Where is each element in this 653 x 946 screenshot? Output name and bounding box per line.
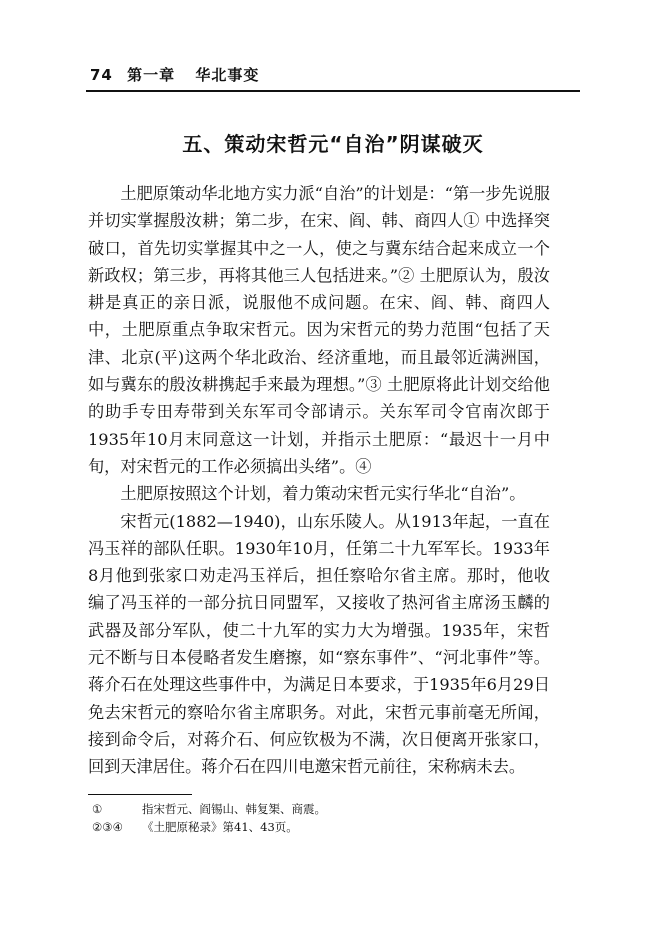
paragraph-2: 土肥原按照这个计划，着力策动宋哲元实行华北“自治”。	[120, 484, 526, 504]
footnote-2	[92, 818, 532, 836]
chapter-label: 第一章	[127, 66, 176, 84]
running-header	[90, 64, 259, 85]
paragraph-3: 宋哲元(1882—1940)，山东乐陵人。从1913年起，一直在冯玉祥的部队任职。1930年10月，任第二十九军军长。1933年8月他到张家口劝走冯玉祥后，担任察哈尔省主席。那时，他收编了冯玉祥的一部分抗日同盟军，又接收了热河省主席汤玉麟的武器及部分军队，使二十九军的实力大为增强。1935年，宋哲元不断与日本侵略者发生磨擦，如“察东事件”、“河北事件”等。蒋介石在处理这些事件中，为满足日本要求，于1935年6月29日免去宋哲元的察哈尔省主席职务。对此，宋哲元事前毫无所闻，接到命令后，对蒋介石、何应钦极为不满，次日便离开张家口，回到天津居住。蒋介石在四川电邀宋哲元前往，宋称病未去。	[88, 511, 550, 777]
footnote-text: 《土肥原秘录》第41、43页。	[142, 820, 298, 834]
section-title: 五、策动宋哲元“自治”阴谋破灭	[182, 132, 484, 156]
body-text	[88, 180, 550, 781]
footnote-1	[92, 800, 532, 818]
footnote-mark: ①	[92, 802, 103, 816]
paragraph-1: 土肥原策动华北地方实力派“自治”的计划是：“第一步先说服并切实掌握殷汝耕；第二步，在宋、阎、韩、商四人① 中选择突破口，首先切实掌握其中之一人，使之与冀东结合起来成立一个新政权；第三步，再将其他三人包括进来。”② 土肥原认为，殷汝耕是真正的亲日派，说服他不成问题。在宋、阎、韩、商四人中，土肥原重点争取宋哲元。因为宋哲元的势力范围“包括了天津、北京(平)这两个华北政治、经济重地，而且最邻近满洲国，如与冀东的殷汝耕携起手来最为理想。”③ 土肥原将此计划交给他的助手专田寿带到关东军司令部请示。关东军司令官南次郎于1935年10月末同意这一计划，并指示土肥原：“最迟十一月中旬，对宋哲元的工作必须搞出头绪”。④	[88, 184, 550, 476]
footnote-text: 指宋哲元、阎锡山、韩复榘、商震。	[142, 802, 326, 816]
header-rule	[86, 90, 580, 92]
chapter-title: 华北事变	[195, 66, 260, 84]
footnote-mark: ②③④	[92, 820, 123, 834]
page-number: 74	[90, 66, 113, 84]
footnotes	[92, 800, 532, 836]
footnote-rule	[88, 794, 192, 795]
